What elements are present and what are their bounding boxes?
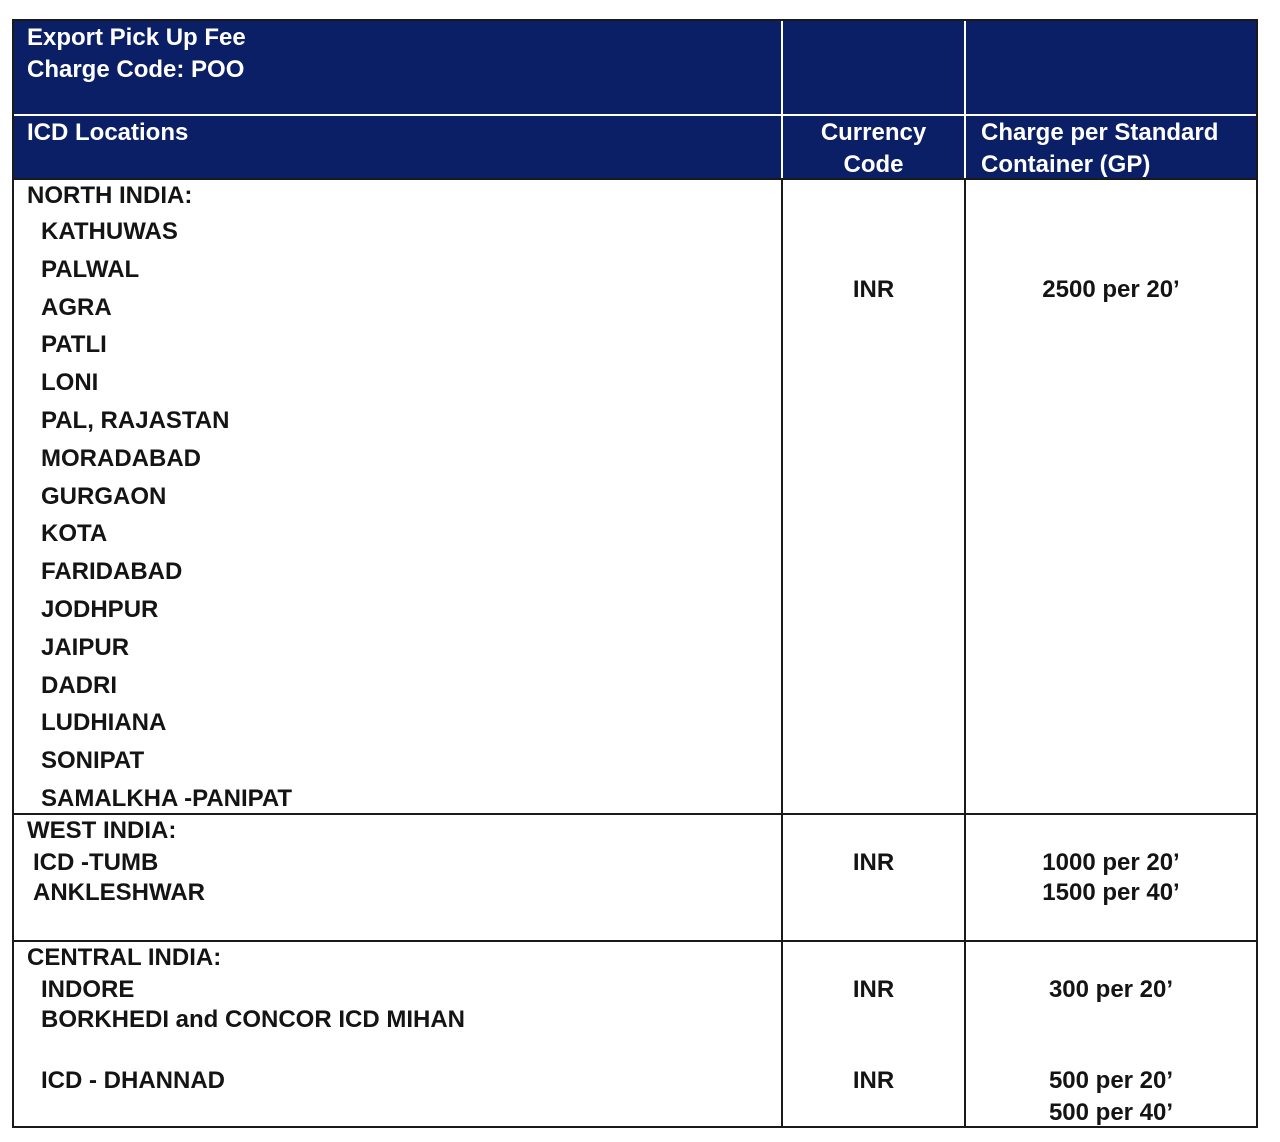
region-label-north: NORTH INDIA: (27, 182, 193, 209)
north-charge-cell (964, 180, 1256, 813)
column-header-locations (14, 116, 781, 178)
west-locations-cell (14, 815, 781, 940)
north-currency-cell (781, 180, 964, 813)
column-header-charge-line2: Container (GP) (981, 151, 1151, 178)
west-currency: INR (852, 849, 895, 876)
central-location-borkhedi: BORKHEDI and CONCOR ICD MIHAN (41, 1006, 465, 1033)
column-header-charge (964, 116, 1256, 178)
column-header-currency-line2: Code (843, 151, 904, 178)
central-currency-1: INR (852, 976, 895, 1003)
table-title-row (14, 21, 1256, 116)
list-item: JAIPUR (41, 634, 130, 661)
column-header-currency (781, 116, 964, 178)
region-label-central: CENTRAL INDIA: (27, 944, 222, 971)
central-currency-2: INR (852, 1067, 895, 1094)
title-line1: Export Pick Up Fee (27, 24, 246, 51)
list-item: GURGAON (41, 483, 167, 510)
column-header-locations-label: ICD Locations (27, 119, 189, 146)
pickup-fee-table (12, 19, 1258, 1128)
table-row-north-india (14, 180, 1256, 815)
list-item: PATLI (41, 331, 107, 358)
column-header-row (14, 116, 1256, 180)
central-location-dhannad: ICD - DHANNAD (41, 1067, 225, 1094)
list-item: DADRI (41, 672, 117, 699)
table-row-west-india (14, 815, 1256, 942)
north-currency: INR (852, 276, 895, 303)
central-charge-cell (964, 942, 1256, 1128)
west-charge-cell (964, 815, 1256, 940)
charge-code: Charge Code: POO (27, 56, 245, 83)
north-charge: 2500 per 20’ (1042, 276, 1180, 303)
title-cell (14, 21, 781, 114)
list-item: LONI (41, 369, 99, 396)
central-charge-dhannad-40: 500 per 40’ (1048, 1099, 1174, 1126)
central-location-indore: INDORE (41, 976, 135, 1003)
west-location-2: ANKLESHWAR (33, 879, 205, 906)
table-row-central-india (14, 942, 1256, 1128)
west-location-1: ICD -TUMB (33, 849, 159, 876)
list-item: LUDHIANA (41, 709, 167, 736)
list-item: KATHUWAS (41, 218, 178, 245)
central-locations-cell (14, 942, 781, 1128)
list-item: PALWAL (41, 256, 140, 283)
title-empty-cell-2 (781, 21, 964, 114)
list-item: PAL, RAJASTAN (41, 407, 230, 434)
list-item: SAMALKHA -PANIPAT (41, 785, 293, 812)
central-charge-dhannad-20: 500 per 20’ (1048, 1067, 1174, 1094)
list-item: AGRA (41, 294, 112, 321)
west-charge-20: 1000 per 20’ (1042, 849, 1180, 876)
column-header-currency-line1: Currency (820, 119, 927, 146)
region-label-west: WEST INDIA: (27, 817, 177, 844)
list-item: KOTA (41, 520, 108, 547)
west-currency-cell (781, 815, 964, 940)
list-item: FARIDABAD (41, 558, 183, 585)
list-item: MORADABAD (41, 445, 201, 472)
list-item: SONIPAT (41, 747, 145, 774)
list-item: JODHPUR (41, 596, 159, 623)
west-charge-40: 1500 per 40’ (1042, 879, 1180, 906)
central-currency-cell (781, 942, 964, 1128)
column-header-charge-line1: Charge per Standard (981, 119, 1219, 146)
title-empty-cell-3 (964, 21, 1256, 114)
central-charge-indore: 300 per 20’ (1048, 976, 1174, 1003)
north-locations-cell (14, 180, 781, 813)
